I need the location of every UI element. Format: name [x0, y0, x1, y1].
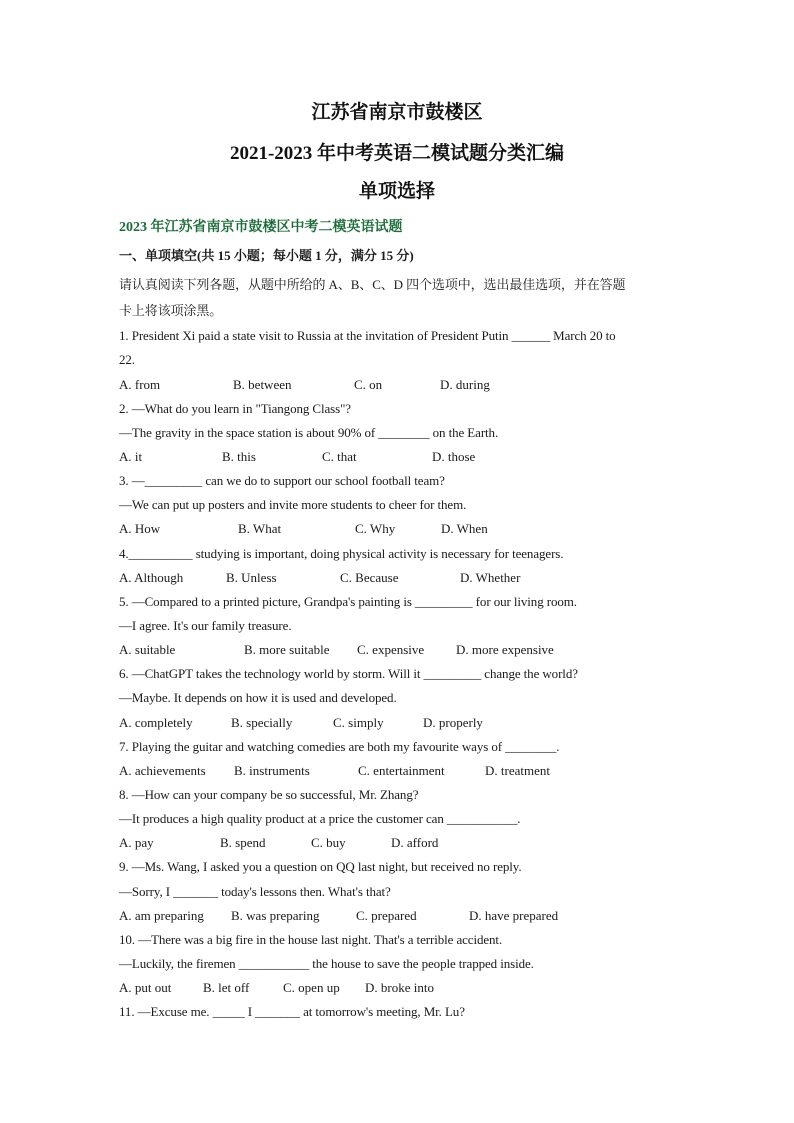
question-5-option-a: A. suitable — [119, 642, 176, 657]
question-2-option-b: B. this — [222, 449, 256, 464]
question-6-option-b: B. specially — [231, 715, 293, 730]
question-7-option-c: C. entertainment — [358, 763, 445, 778]
doc-title-collection: 2021-2023 年中考英语二模试题分类汇编 — [229, 143, 565, 164]
question-7-stem: 7. Playing the guitar and watching comedies are both my favourite ways of ________. — [119, 739, 560, 754]
question-9-option-d: D. have prepared — [469, 908, 559, 923]
question-1-stem-cont: 22. — [119, 352, 135, 367]
question-10-option-c: C. open up — [283, 980, 340, 995]
question-3-option-b: B. What — [238, 521, 282, 536]
question-2-option-c: C. that — [322, 449, 357, 464]
question-4-option-b: B. Unless — [226, 570, 277, 585]
question-9-option-a: A. am preparing — [119, 908, 204, 923]
question-8-option-c: C. buy — [311, 835, 346, 850]
question-5-option-c: C. expensive — [357, 642, 425, 657]
question-3-stem: 3. —_________ can we do to support our school football team? — [119, 473, 445, 488]
question-9-option-b: B. was preparing — [231, 908, 320, 923]
section-title: 2023 年江苏省南京市鼓楼区中考二模英语试题 — [119, 220, 403, 235]
question-1-option-c: C. on — [354, 377, 383, 392]
question-2-stem: 2. —What do you learn in "Tiangong Class"? — [119, 401, 351, 416]
question-6-option-a: A. completely — [119, 715, 193, 730]
question-3-option-a: A. How — [119, 521, 161, 536]
question-9-stem: 9. —Ms. Wang, I asked you a question on QQ last night, but received no reply. — [119, 859, 522, 874]
question-4-stem: 4.__________ studying is important, doing physical activity is necessary for teenagers. — [119, 546, 564, 561]
question-2-option-d: D. those — [432, 449, 476, 464]
question-6-option-d: D. properly — [423, 715, 483, 730]
question-6-stem: 6. —ChatGPT takes the technology world by storm. Will it _________ change the world? — [119, 666, 578, 681]
doc-title-topic: 单项选择 — [358, 181, 435, 202]
question-7-option-a: A. achievements — [119, 763, 206, 778]
question-1-option-d: D. during — [440, 377, 490, 392]
instructions-line-2: 卡上将该项涂黑。 — [119, 303, 223, 318]
question-7-option-b: B. instruments — [234, 763, 310, 778]
question-8-answer: —It produces a high quality product at a price the customer can ___________. — [119, 811, 521, 826]
question-8-option-d: D. afford — [391, 835, 439, 850]
question-8-option-b: B. spend — [220, 835, 266, 850]
question-5-option-d: D. more expensive — [456, 642, 554, 657]
question-1-stem: 1. President Xi paid a state visit to Russia at the invitation of President Putin ______ March 20 to — [119, 328, 616, 343]
question-10-option-d: D. broke into — [365, 980, 434, 995]
part-title: 一、单项填空(共 15 小题；每小题 1 分，满分 15 分) — [119, 248, 414, 263]
question-6-option-c: C. simply — [333, 715, 384, 730]
question-7-option-d: D. treatment — [485, 763, 550, 778]
question-3-answer: —We can put up posters and invite more students to cheer for them. — [119, 497, 467, 512]
question-5-stem: 5. —Compared to a printed picture, Grandpa's painting is _________ for our living room. — [119, 594, 577, 609]
question-10-option-a: A. put out — [119, 980, 172, 995]
question-3-option-d: D. When — [441, 521, 488, 536]
question-5-option-b: B. more suitable — [244, 642, 330, 657]
question-3-option-c: C. Why — [355, 521, 396, 536]
question-4-option-c: C. Because — [340, 570, 399, 585]
question-10-option-b: B. let off — [203, 980, 250, 995]
question-4-option-a: A. Although — [119, 570, 184, 585]
question-1-option-b: B. between — [233, 377, 292, 392]
question-1-option-a: A. from — [119, 377, 161, 392]
question-11-stem: 11. —Excuse me. _____ I _______ at tomorrow's meeting, Mr. Lu? — [119, 1004, 465, 1019]
question-4-option-d: D. Whether — [460, 570, 521, 585]
question-9-answer: —Sorry, I _______ today's lessons then. What's that? — [119, 884, 391, 899]
doc-title-region: 江苏省南京市鼓楼区 — [311, 102, 483, 123]
question-10-stem: 10. —There was a big fire in the house last night. That's a terrible accident. — [119, 932, 503, 947]
question-2-answer: —The gravity in the space station is about 90% of ________ on the Earth. — [119, 425, 499, 440]
instructions-line-1: 请认真阅读下列各题，从题中所给的 A、B、C、D 四个选项中，选出最佳选项，并在答题 — [119, 277, 626, 292]
question-8-option-a: A. pay — [119, 835, 154, 850]
question-9-option-c: C. prepared — [356, 908, 417, 923]
question-5-answer: —I agree. It's our family treasure. — [119, 618, 292, 633]
question-6-answer: —Maybe. It depends on how it is used and developed. — [119, 690, 397, 705]
question-8-stem: 8. —How can your company be so successful, Mr. Zhang? — [119, 787, 419, 802]
question-10-answer: —Luckily, the firemen ___________ the house to save the people trapped inside. — [119, 956, 534, 971]
question-2-option-a: A. it — [119, 449, 143, 464]
